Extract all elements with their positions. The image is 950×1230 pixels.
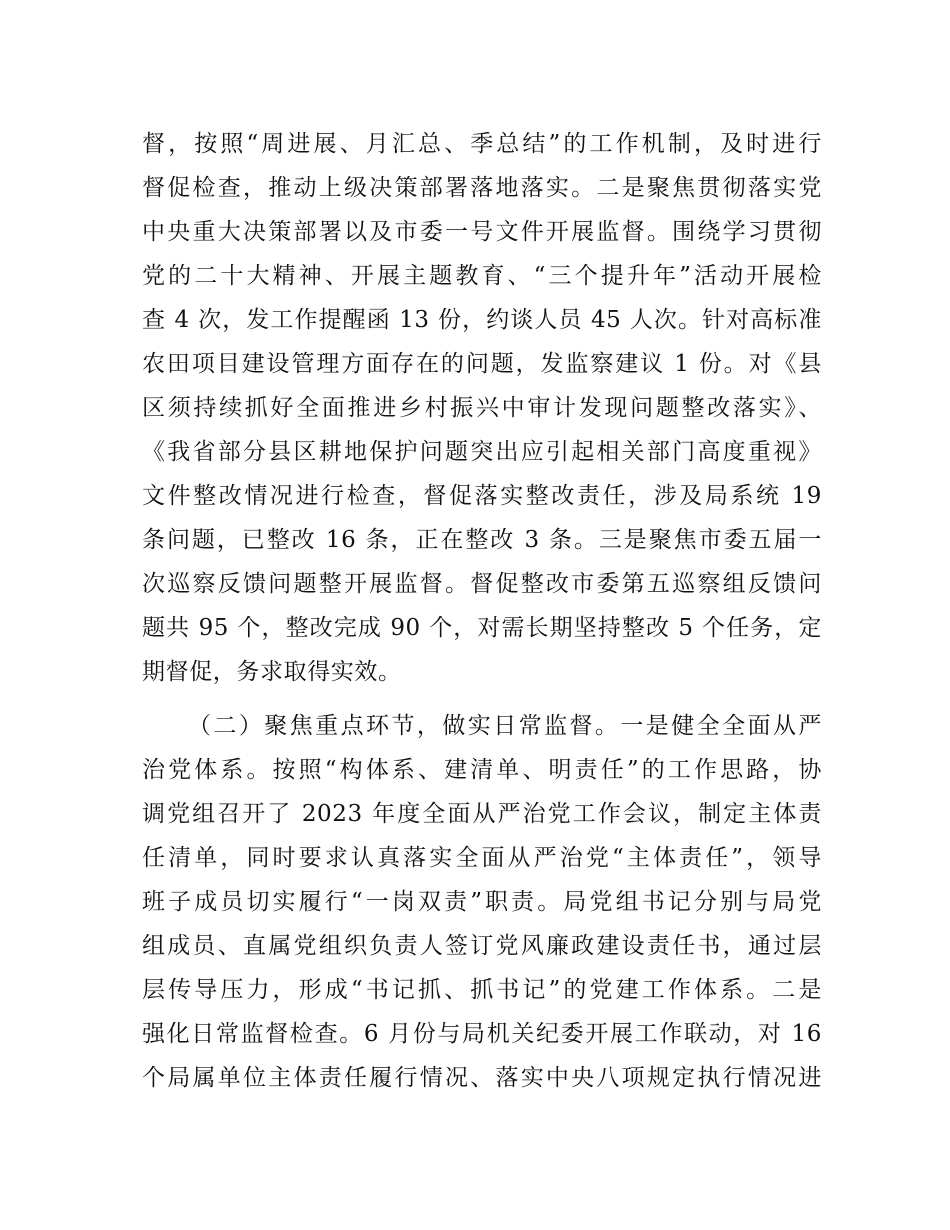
paragraph-1 [142,122,822,694]
text-line: 调党组召开了 2023 年度全面从严治党工作会议，制定主体责 [142,801,822,827]
body-text [142,122,822,1100]
text-line: 督促检查，推动上级决策部署落地落实。二是聚焦贯彻落实党 [142,175,822,201]
paragraph-2 [142,704,822,1100]
text-line: 中央重大决策部署以及市委一号文件开展监督。围绕学习贯彻 [142,219,822,245]
paragraph-spacer [142,694,822,704]
text-line: 《我省部分县区耕地保护问题突出应引起相关部门高度重视》 [142,439,822,465]
text-line: 强化日常监督检查。6 月份与局机关纪委开展工作联动，对 16 [142,1021,822,1047]
text-line: 文件整改情况进行检查，督促落实整改责任，涉及局系统 19 [142,483,822,509]
text-line: 治党体系。按照“构体系、建清单、明责任”的工作思路，协 [142,757,822,783]
text-line: 个局属单位主体责任履行情况、落实中央八项规定执行情况进 [142,1065,822,1091]
text-line: 组成员、直属党组织负责人签订党风廉政建设责任书，通过层 [142,933,822,959]
text-line: 条问题，已整改 16 条，正在整改 3 条。三是聚焦市委五届一 [142,527,822,553]
text-line: （二）聚焦重点环节，做实日常监督。一是健全全面从严 [188,713,822,739]
text-line: 期督促，务求取得实效。 [142,659,402,685]
text-line: 查 4 次，发工作提醒函 13 份，约谈人员 45 人次。针对高标准 [142,307,822,333]
text-line: 任清单，同时要求认真落实全面从严治党“主体责任”，领导 [142,845,822,871]
text-line: 题共 95 个，整改完成 90 个，对需长期坚持整改 5 个任务，定 [142,615,822,641]
text-line: 督，按照“周进展、月汇总、季总结”的工作机制，及时进行 [142,131,822,157]
text-line: 农田项目建设管理方面存在的问题，发监察建议 1 份。对《县 [142,351,822,377]
text-line: 次巡察反馈问题整开展监督。督促整改市委第五巡察组反馈问 [142,571,822,597]
text-line: 区须持续抓好全面推进乡村振兴中审计发现问题整改落实》、 [142,395,822,421]
text-line: 班子成员切实履行“一岗双责”职责。局党组书记分别与局党 [142,889,822,915]
text-line: 党的二十大精神、开展主题教育、“三个提升年”活动开展检 [142,263,822,289]
text-line: 层传导压力，形成“书记抓、抓书记”的党建工作体系。二是 [142,977,822,1003]
